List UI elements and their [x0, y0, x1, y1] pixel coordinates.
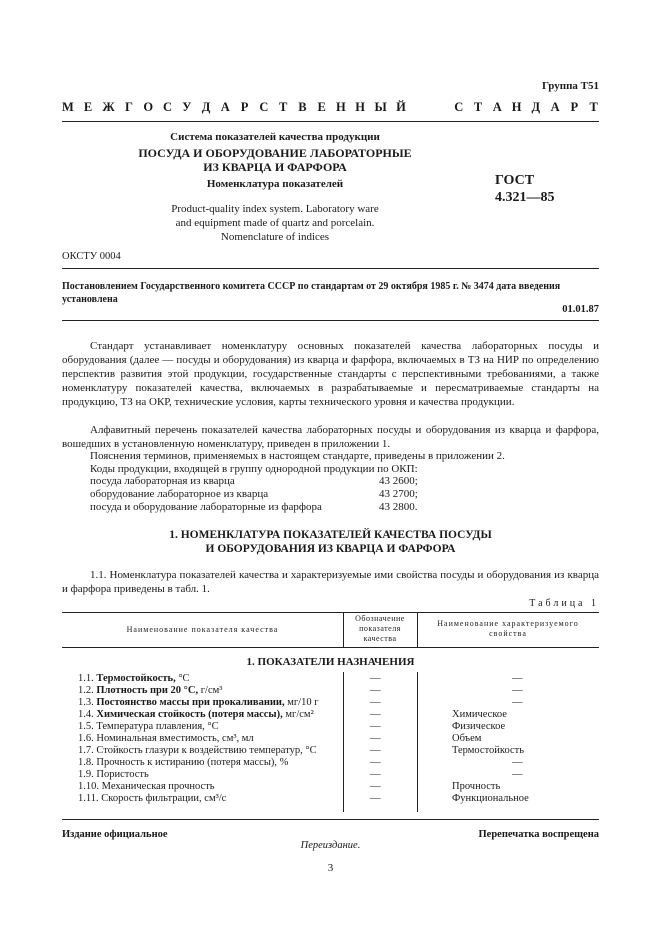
row-designation: — — [370, 709, 381, 720]
heading-letter: Р — [570, 100, 579, 114]
document-title — [120, 146, 430, 174]
row-indicator-name — [78, 733, 254, 745]
table-header-designation-line2: показателя — [359, 624, 401, 633]
row-number: 1.3. — [78, 697, 94, 708]
paragraph-appendix2: Пояснения терминов, применяемых в настоящем стандарте, приведены в приложении 2. — [90, 450, 505, 462]
row-indicator-name — [78, 697, 319, 709]
row-designation: — — [370, 685, 381, 696]
row-property: Физическое — [452, 721, 506, 732]
table-header-property — [417, 619, 599, 639]
heading-letter: Д — [201, 100, 211, 114]
heading-letter: Н — [336, 100, 346, 114]
heading-letter: А — [550, 100, 560, 114]
row-property: Прочность — [452, 781, 501, 792]
gost-label: ГОСТ — [495, 173, 535, 188]
footer-rule — [62, 819, 599, 820]
table-header-designation — [343, 614, 417, 644]
heading-letter: Н — [511, 100, 522, 114]
table-header-rule — [62, 647, 599, 648]
row-property: — — [512, 769, 523, 780]
document-title-line2: ИЗ КВАРЦА И ФАРФОРА — [203, 160, 347, 174]
row-number: 1.1. — [78, 673, 94, 684]
row-number: 1.6. — [78, 733, 94, 744]
row-number: 1.4. — [78, 709, 94, 720]
table-header-designation-line1: Обозначение — [355, 614, 405, 623]
table-header-designation-line3: качества — [363, 634, 397, 643]
heading-letter: Д — [531, 100, 541, 114]
table-header-property-line1: Наименование характеризуемого — [437, 619, 579, 628]
row-number: 1.11. — [78, 793, 99, 804]
row-number: 1.8. — [78, 757, 94, 768]
okstu-rule — [62, 268, 599, 269]
reprint-prohibited: Перепечатка воспрещена — [478, 829, 599, 840]
table-row — [62, 733, 599, 745]
table-row — [62, 685, 599, 697]
system-title: Система показателей качества продукции — [170, 131, 380, 143]
row-indicator-name — [78, 769, 149, 781]
section-paragraph: 1.1. Номенклатура показателей качества и характеризуемые ими свойства посуды и оборудования из кварца и фарфора приведены в табл. 1. — [62, 569, 599, 595]
row-name-rest: Пористость — [96, 769, 149, 780]
heading-letter: С — [454, 100, 464, 114]
row-property: — — [512, 697, 523, 708]
group-code: Группа Т51 — [541, 80, 599, 92]
interstate-standard-heading — [62, 100, 599, 115]
row-designation: — — [370, 733, 381, 744]
decree-rule — [62, 320, 599, 321]
row-name-rest: °С — [175, 673, 190, 684]
row-property: — — [512, 685, 523, 696]
section-title-line1: 1. НОМЕНКЛАТУРА ПОКАЗАТЕЛЕЙ КАЧЕСТВА ПОСУДЫ — [169, 529, 492, 541]
row-designation: — — [370, 673, 381, 684]
document-title-line1: ПОСУДА И ОБОРУДОВАНИЕ ЛАБОРАТОРНЫЕ — [138, 146, 412, 160]
row-name-bold: Плотность при 20 °С, — [96, 685, 199, 696]
table-top-rule — [62, 612, 599, 613]
heading-letter: Ы — [374, 100, 387, 114]
heading-letter: Е — [317, 100, 326, 114]
row-designation: — — [370, 769, 381, 780]
row-name-bold: Химическая стойкость (потеря массы), — [96, 709, 283, 720]
heading-letter: Т — [278, 100, 288, 114]
row-designation: — — [370, 757, 381, 768]
table-label: Таблица 1 — [529, 598, 599, 609]
row-indicator-name — [78, 709, 314, 721]
heading-letter: С — [163, 100, 173, 114]
table-group-title: 1. ПОКАЗАТЕЛИ НАЗНАЧЕНИЯ — [246, 656, 415, 668]
intro-date: 01.01.87 — [562, 304, 599, 315]
row-property: Термостойкость — [452, 745, 525, 756]
row-designation: — — [370, 697, 381, 708]
heading-letter: А — [220, 100, 230, 114]
table-row — [62, 757, 599, 769]
heading-letter: Т — [589, 100, 598, 114]
heading-letter: М — [62, 100, 74, 114]
code-row-name: посуда лабораторная из кварца — [90, 475, 235, 487]
paragraph-codes: Коды продукции, входящей в группу однородной продукции по ОКП: — [90, 463, 418, 475]
official-edition: Издание официальное — [62, 829, 168, 840]
page-number: 3 — [327, 862, 334, 874]
row-number: 1.2. — [78, 685, 94, 696]
row-designation: — — [370, 745, 381, 756]
table-row — [62, 745, 599, 757]
table-row — [62, 709, 599, 721]
decree-text: Постановлением Государственного комитета СССР по стандартам от 29 октября 1985 г. № 3474 дата введения установлена — [62, 281, 561, 305]
heading-letter: В — [298, 100, 307, 114]
section-title — [62, 528, 599, 556]
code-row-value: 43 2600; — [379, 475, 418, 487]
row-name-bold: Постоянство массы при прокаливании, — [96, 697, 285, 708]
row-indicator-name — [78, 721, 219, 733]
english-title — [120, 202, 430, 244]
row-property: Функциональное — [452, 793, 529, 804]
row-property: — — [512, 757, 523, 768]
reissue-note: Переиздание. — [300, 840, 361, 851]
table-row — [62, 781, 599, 793]
paragraph-appendix1: Алфавитный перечень показателей качества лабораторных посуды и оборудования из кварца и фарфора, вошедших в установленную номенклатуру, приведен в приложении 1. — [62, 424, 599, 450]
heading-letter: Г — [125, 100, 133, 114]
row-property: — — [512, 673, 523, 684]
row-designation: — — [370, 721, 381, 732]
code-row-value: 43 2700; — [379, 488, 418, 500]
row-designation: — — [370, 793, 381, 804]
heading-letter — [435, 100, 445, 115]
row-indicator-name — [78, 673, 190, 685]
row-name-rest: Прочность к истиранию (потеря массы), % — [96, 757, 289, 768]
row-name-rest: г/см³ — [198, 685, 223, 696]
row-name-rest: мг/см² — [282, 709, 314, 720]
table-row — [62, 673, 599, 685]
gost-code: 4.321—85 — [495, 190, 555, 205]
paragraph-scope: Стандарт устанавливает номенклатуру основных показателей качества лабораторных посуды и оборудования (далее — посуды и оборудования) из кварца и фарфора, включаемых в ТЗ на НИР по определению перспектив развития этой продукции, государственные стандарты с перспективными требованиями, а также номенклатуру показателей качества, включаемых в разрабатываемые и пересматриваемые стандарты на продукцию, ТЗ на ОКР, технические условия, карты технического уровня и качества продукции. — [62, 340, 599, 408]
table-row — [62, 793, 599, 805]
row-designation: — — [370, 781, 381, 792]
row-indicator-name — [78, 757, 288, 769]
row-indicator-name — [78, 781, 215, 793]
code-row-name: оборудование лабораторное из кварца — [90, 488, 269, 500]
table-row — [62, 697, 599, 709]
heading-letter: Й — [396, 100, 406, 114]
row-number: 1.9. — [78, 769, 94, 780]
document-subtitle: Номенклатура показателей — [206, 178, 344, 190]
heading-letter: Е — [83, 100, 93, 114]
row-number: 1.7. — [78, 745, 94, 756]
english-title-line1: Product-quality index system. Laboratory ware — [171, 203, 379, 215]
header-rule — [62, 121, 599, 122]
row-number: 1.10. — [78, 781, 99, 792]
row-property: Объем — [452, 733, 482, 744]
row-indicator-name — [78, 745, 317, 757]
row-name-rest: Механическая прочность — [101, 781, 215, 792]
row-number: 1.5. — [78, 721, 94, 732]
okstu-code: ОКСТУ 0004 — [62, 251, 121, 262]
heading-letter: У — [182, 100, 192, 114]
heading-letter: С — [259, 100, 269, 114]
row-indicator-name — [78, 685, 222, 697]
table-header-property-line2: свойства — [489, 629, 527, 638]
heading-letter: А — [492, 100, 502, 114]
table-row — [62, 721, 599, 733]
row-name-rest: Температура плавления, °С — [96, 721, 219, 732]
code-row-value: 43 2800. — [379, 501, 418, 513]
english-title-line2: and equipment made of quartz and porcelain. — [175, 217, 375, 229]
heading-letter: Т — [473, 100, 483, 114]
table-row — [62, 769, 599, 781]
row-indicator-name — [78, 793, 226, 805]
row-name-bold: Термостойкость, — [96, 673, 176, 684]
row-name-rest: Номинальная вместимость, см³, мл — [96, 733, 254, 744]
row-name-rest: Стойкость глазури к воздействию температур, °С — [96, 745, 317, 756]
code-row-name: посуда и оборудование лабораторные из фарфора — [90, 501, 322, 513]
heading-letter: Н — [355, 100, 366, 114]
heading-letter: Р — [240, 100, 249, 114]
row-name-rest: Скорость фильтрации, см³/с — [101, 793, 227, 804]
section-title-line2: И ОБОРУДОВАНИЯ ИЗ КВАРЦА И ФАРФОРА — [205, 543, 456, 555]
heading-letter: Ж — [102, 100, 115, 114]
row-property: Химическое — [452, 709, 507, 720]
row-name-rest: мг/10 г — [284, 697, 319, 708]
table-header-name: Наименование показателя качества — [126, 625, 279, 634]
table-body — [62, 673, 599, 805]
heading-letter — [415, 100, 425, 115]
gost-number — [495, 172, 555, 206]
english-title-line3: Nomenclature of indices — [220, 231, 330, 243]
heading-letter: О — [143, 100, 154, 114]
